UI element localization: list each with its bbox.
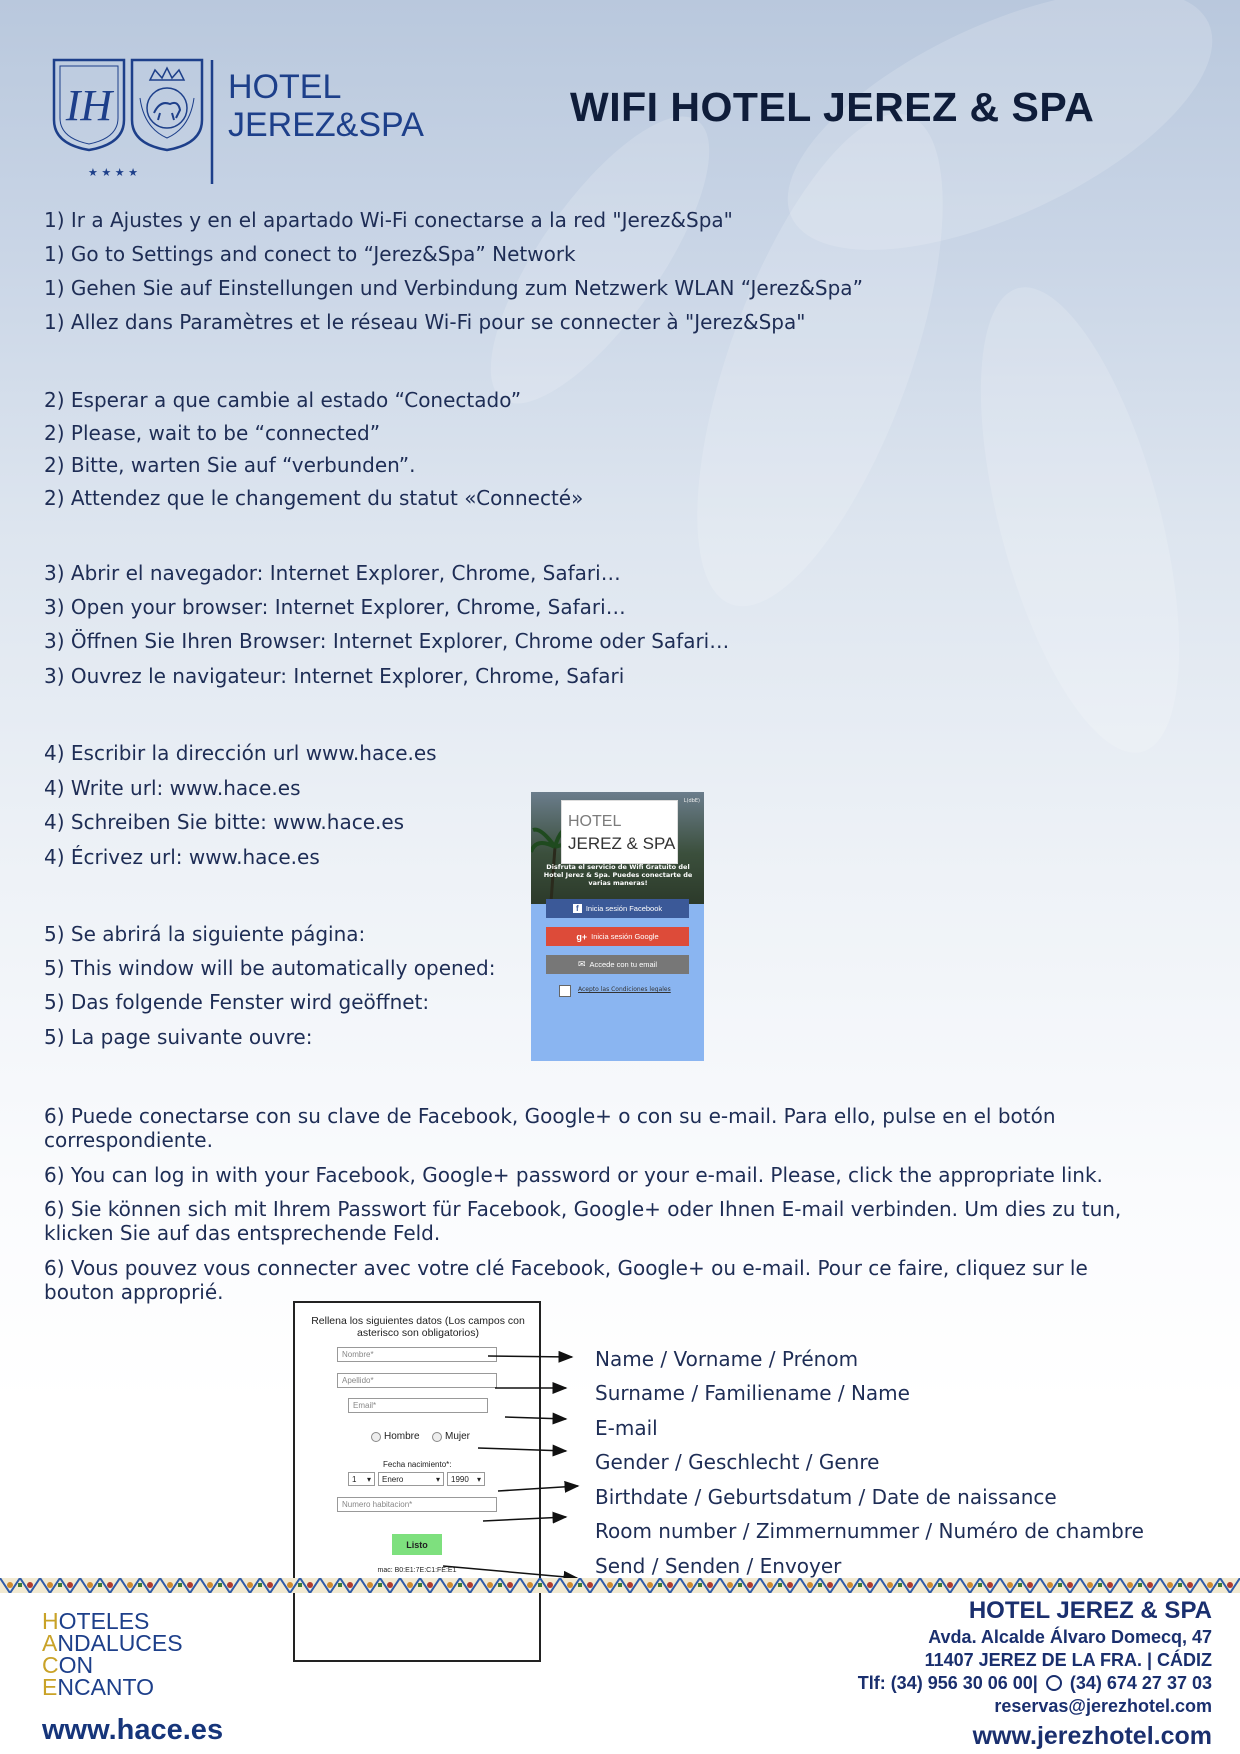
step-3-de: 3) Öffnen Sie Ihren Browser: Internet Explorer, Chrome oder Safari… (44, 629, 730, 653)
label-surname: Surname / Familiename / Name (595, 1381, 910, 1405)
footer-email-link[interactable]: reservas@jerezhotel.com (994, 1696, 1212, 1716)
footer-address-2: 11407 JEREZ DE LA FRA. | CÁDIZ (924, 1650, 1212, 1670)
hotel-contact-block (858, 1596, 1212, 1754)
label-gender: Gender / Geschlecht / Genre (595, 1450, 880, 1474)
email-login-button[interactable] (546, 955, 689, 974)
hace-row-4: ENCANTO (42, 1674, 155, 1700)
step-2-fr: 2) Attendez que le changement du statut «Connecté» (44, 486, 584, 510)
step-6-fr: 6) Vous pouvez vous connecter avec votre clé Facebook, Google+ ou e-mail. Pour ce faire, cliquez sur le bouton approprié. (44, 1256, 1088, 1304)
label-birthdate: Birthdate / Geburtsdatum / Date de naissance (595, 1485, 1057, 1509)
step-3-fr: 3) Ouvrez le navigateur: Internet Explorer, Chrome, Safari (44, 664, 625, 688)
portal-logo-hotel: HOTEL (568, 813, 622, 830)
facebook-login-label: Inicia sesión Facebook (585, 904, 663, 913)
footer-phone-main[interactable]: Tlf: (34) 956 30 06 00| (857, 1673, 1038, 1693)
step-1-en: 1) Go to Settings and conect to “Jerez&Spa” Network (44, 242, 576, 266)
birth-year-value: 1990 (451, 1474, 469, 1484)
birth-year-select[interactable] (447, 1472, 485, 1486)
footer-phones (858, 1672, 1212, 1695)
captive-portal-screenshot (531, 792, 704, 1061)
label-send: Send / Senden / Envoyer (595, 1554, 842, 1578)
portal-intro-text: Disfruta el servicio de Wifi Gratuito del Hotel Jerez & Spa. Puedes conectarte de varias maneras! (543, 863, 693, 887)
step-3-es: 3) Abrir el navegador: Internet Explorer, Chrome, Safari… (44, 561, 621, 585)
footer-hotel-name: HOTEL JEREZ & SPA (968, 1597, 1212, 1624)
step-3-en: 3) Open your browser: Internet Explorer, Chrome, Safari… (44, 595, 626, 619)
logo-stars: ★ ★ ★ ★ (88, 166, 138, 179)
hace-row-3: CON (42, 1652, 94, 1678)
chevron-down-icon: ▾ (476, 1474, 481, 1484)
step-4-en: 4) Write url: www.hace.es (44, 776, 301, 800)
whatsapp-icon (1046, 1675, 1062, 1691)
radio-circle-icon (432, 1432, 442, 1442)
page-title: WIFI HOTEL JEREZ & SPA (570, 84, 1095, 130)
footer-website-link[interactable]: www.jerezhotel.com (972, 1722, 1212, 1750)
step-5-de: 5) Das folgende Fenster wird geöffnet: (44, 990, 430, 1014)
birth-month-select[interactable] (378, 1472, 444, 1486)
name-field[interactable]: Nombre* (337, 1347, 497, 1362)
registration-form-screenshot (293, 1301, 541, 1662)
svg-text:IH: IH (65, 81, 113, 130)
hace-logo (42, 1608, 282, 1746)
step-1-de: 1) Gehen Sie auf Einstellungen und Verbindung zum Netzwerk WLAN “Jerez&Spa” (44, 276, 863, 300)
step-6-en: 6) You can log in with your Facebook, Google+ password or your e-mail. Please, click the appropriate link. (44, 1163, 1103, 1187)
hace-url-link[interactable]: www.hace.es (42, 1714, 224, 1746)
step-5-fr: 5) La page suivante ouvre: (44, 1025, 313, 1049)
birth-day-value: 1 (352, 1474, 357, 1484)
google-login-label: Inicia sesión Google (591, 932, 659, 941)
facebook-login-button[interactable] (546, 899, 689, 918)
email-login-label: Accede con tu email (589, 960, 658, 969)
email-icon: ✉ (577, 959, 586, 969)
step-4-es: 4) Escribir la dirección url www.hace.es (44, 741, 437, 765)
step-4-de: 4) Schreiben Sie bitte: www.hace.es (44, 810, 405, 834)
step-6-es: 6) Puede conectarse con su clave de Facebook, Google+ o con su e-mail. Para ello, pulse en el botón correspondiente. (44, 1104, 1056, 1152)
logo-text-hotel: HOTEL (228, 68, 342, 106)
google-plus-icon: g+ (576, 931, 588, 942)
gender-male-label: Hombre (384, 1431, 420, 1442)
step-4-fr: 4) Écrivez url: www.hace.es (44, 845, 320, 869)
birth-day-select[interactable] (348, 1472, 375, 1486)
surname-field[interactable]: Apellido* (337, 1373, 497, 1388)
portal-status-text: L(dbE) (683, 798, 700, 804)
hace-row-1: HOTELES (42, 1608, 150, 1634)
facebook-icon: f (573, 904, 582, 913)
step-2-es: 2) Esperar a que cambie al estado “Conectado” (44, 388, 522, 412)
step-2-en: 2) Please, wait to be “connected” (44, 421, 381, 445)
decorative-tile-band (0, 1578, 1240, 1593)
radio-circle-icon (371, 1432, 381, 1442)
hace-row-2: ANDALUCES (42, 1630, 183, 1656)
footer-phone-whatsapp[interactable]: (34) 674 27 37 03 (1069, 1673, 1212, 1693)
chevron-down-icon: ▾ (366, 1474, 371, 1484)
portal-logo-jerez: JEREZ & SPA (568, 834, 676, 853)
step-1-fr: 1) Allez dans Paramètres et le réseau Wi-Fi pour se connecter à "Jerez&Spa" (44, 310, 806, 334)
birth-month-value: Enero (382, 1474, 404, 1484)
gender-male-radio[interactable] (371, 1431, 420, 1442)
step-6-de: 6) Sie können sich mit Ihrem Passwort für Facebook, Google+ oder Ihnen E-mail verbinden. Um dies zu tun, klicken Sie auf das entsprechende Feld. (44, 1197, 1122, 1245)
label-room-number: Room number / Zimmernummer / Numéro de chambre (595, 1519, 1144, 1543)
room-number-field[interactable]: Numero habitacion* (337, 1497, 497, 1512)
google-login-button[interactable] (546, 927, 689, 946)
gender-female-label: Mujer (445, 1431, 471, 1442)
step-2-de: 2) Bitte, warten Sie auf “verbunden”. (44, 453, 416, 477)
hotel-logo (52, 58, 452, 188)
form-title: Rellena los siguientes datos (Los campos con asterisco son obligatorios) (311, 1315, 525, 1339)
birthdate-label: Fecha nacimiento*: (383, 1460, 452, 1469)
legal-terms-link[interactable]: Acepto las Condiciones legales (578, 986, 671, 993)
label-email: E-mail (595, 1416, 658, 1440)
mac-address: mac: B0:E1:7E:C1:FE:E1 (377, 1567, 457, 1574)
step-5-es: 5) Se abrirá la siguiente página: (44, 922, 366, 946)
footer-address-1: Avda. Alcalde Álvaro Domecq, 47 (928, 1627, 1212, 1647)
email-field[interactable]: Email* (348, 1398, 488, 1413)
logo-text-jerez-spa: JEREZ&SPA (228, 106, 424, 144)
chevron-down-icon: ▾ (435, 1474, 440, 1484)
legal-terms-checkbox[interactable] (559, 985, 571, 997)
label-name: Name / Vorname / Prénom (595, 1347, 859, 1371)
step-1-es: 1) Ir a Ajustes y en el apartado Wi-Fi conectarse a la red "Jerez&Spa" (44, 208, 733, 232)
step-5-en: 5) This window will be automatically opened: (44, 956, 496, 980)
send-button[interactable]: Listo (392, 1534, 442, 1555)
portal-hotel-logo (561, 800, 678, 864)
gender-female-radio[interactable] (432, 1431, 470, 1442)
